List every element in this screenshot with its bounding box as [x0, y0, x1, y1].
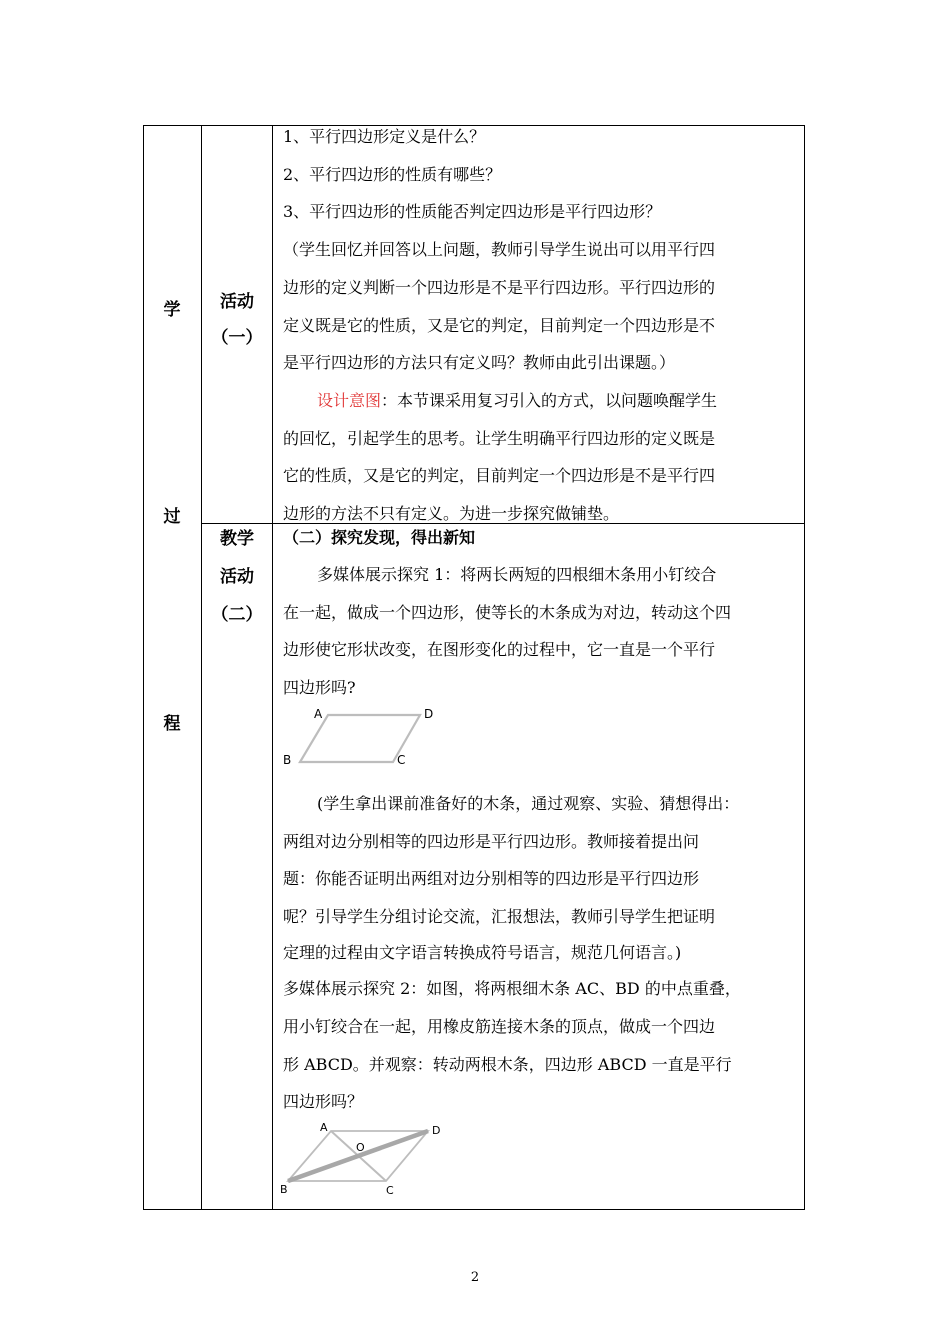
- fig1-label-d: D: [424, 707, 434, 721]
- fig1-label-c: C: [397, 753, 406, 767]
- parallelogram-figure: [278, 700, 448, 775]
- design-intent-line-1: [283, 382, 798, 420]
- activity1-label: [202, 284, 272, 356]
- fig2-label-c: C: [386, 1184, 394, 1197]
- activity2-label-line2: 活动: [220, 567, 254, 587]
- activity1-content: [283, 118, 798, 533]
- fig2-label-o: O: [356, 1141, 365, 1154]
- page-number: 2: [470, 1270, 480, 1285]
- section-heading: （二）探究发现，得出新知: [283, 528, 476, 547]
- fig2-label-d: D: [432, 1124, 441, 1137]
- student-line-5: 定理的过程由文字语言转换成符号语言，规范几何语言。): [283, 942, 682, 962]
- answer-line-4: 是平行四边形的方法只有定义吗？教师由此引出课题。）: [283, 353, 676, 373]
- activity1-label-line2: （一）: [211, 328, 263, 348]
- explore2-line-2: 用小钉绞合在一起，用橡皮筋连接木条的顶点，做成一个四边: [283, 1016, 716, 1036]
- fig2-label-b: B: [280, 1183, 288, 1196]
- explore1-line-1: 多媒体展示探究 1：将两长两短的四根细木条用小钉绞合: [317, 565, 717, 584]
- design-intent-label: 设计意图: [317, 390, 382, 410]
- answer-line-3: 定义既是它的性质，又是它的判定，目前判定一个四边形是不: [283, 315, 716, 335]
- fig1-label-a: A: [314, 707, 323, 721]
- activity2-label-line3: （二）: [211, 605, 263, 625]
- explore1-line-2: 在一起，做成一个四边形，使等长的木条成为对边，转动这个四: [283, 602, 732, 622]
- fig1-label-b: B: [283, 753, 292, 767]
- design-intent-line-4: 边形的方法不只有定义。为进一步探究做铺垫。: [283, 504, 620, 524]
- answer-line-2: 边形的定义判断一个四边形是不是平行四边形。平行四边形的: [283, 277, 716, 297]
- diagonal-parallelogram-figure: [276, 1120, 451, 1200]
- side-label-cheng: 程: [163, 714, 181, 734]
- explore2-line-3: 形 ABCD。并观察：转动两根木条，四边形 ABCD 一直是平行: [283, 1054, 732, 1074]
- design-intent-line-2: 的回忆，引起学生的思考。让学生明确平行四边形的定义既是: [283, 428, 716, 448]
- side-label-xue: 学: [163, 300, 181, 320]
- explore2-line-1: 多媒体展示探究 2：如图，将两根细木条 AC、BD 的中点重叠，: [283, 978, 741, 998]
- question-3: 3、平行四边形的性质能否判定四边形是平行四边形？: [283, 202, 662, 222]
- activity1-label-line1: 活动: [220, 292, 254, 312]
- side-label-guo: 过: [163, 507, 181, 527]
- activity2-content-top: [283, 519, 798, 707]
- design-intent-line-3: 它的性质，又是它的判定，目前判定一个四边形是不是平行四: [283, 466, 716, 486]
- student-line-1: (学生拿出课前准备好的木条，通过观察、实验、猜想得出：: [317, 794, 740, 813]
- student-line-4: 呢？引导学生分组讨论交流，汇报想法，教师引导学生把证明: [283, 907, 716, 927]
- question-1: 1、平行四边形定义是什么？: [283, 127, 486, 146]
- design-intent-text: ：本节课采用复习引入的方式，以问题唤醒学生: [381, 390, 718, 410]
- activity2-content-middle: [283, 785, 798, 1121]
- explore1-line-3: 边形使它形状改变，在图形变化的过程中，它一直是一个平行: [283, 640, 716, 660]
- fig2-label-a: A: [320, 1121, 328, 1134]
- activity2-label: [202, 520, 272, 634]
- explore1-line-4: 四边形吗?: [283, 678, 356, 698]
- activity2-label-line1: 教学: [220, 529, 254, 549]
- answer-line-1: （学生回忆并回答以上问题，教师引导学生说出可以用平行四: [283, 240, 716, 260]
- question-2: 2、平行四边形的性质有哪些？: [283, 164, 502, 184]
- student-line-3: 题：你能否证明出两组对边分别相等的四边形是平行四边形: [283, 869, 700, 889]
- student-line-2: 两组对边分别相等的四边形是平行四边形。教师接着提出问: [283, 831, 700, 851]
- explore2-line-4: 四边形吗？: [283, 1092, 364, 1112]
